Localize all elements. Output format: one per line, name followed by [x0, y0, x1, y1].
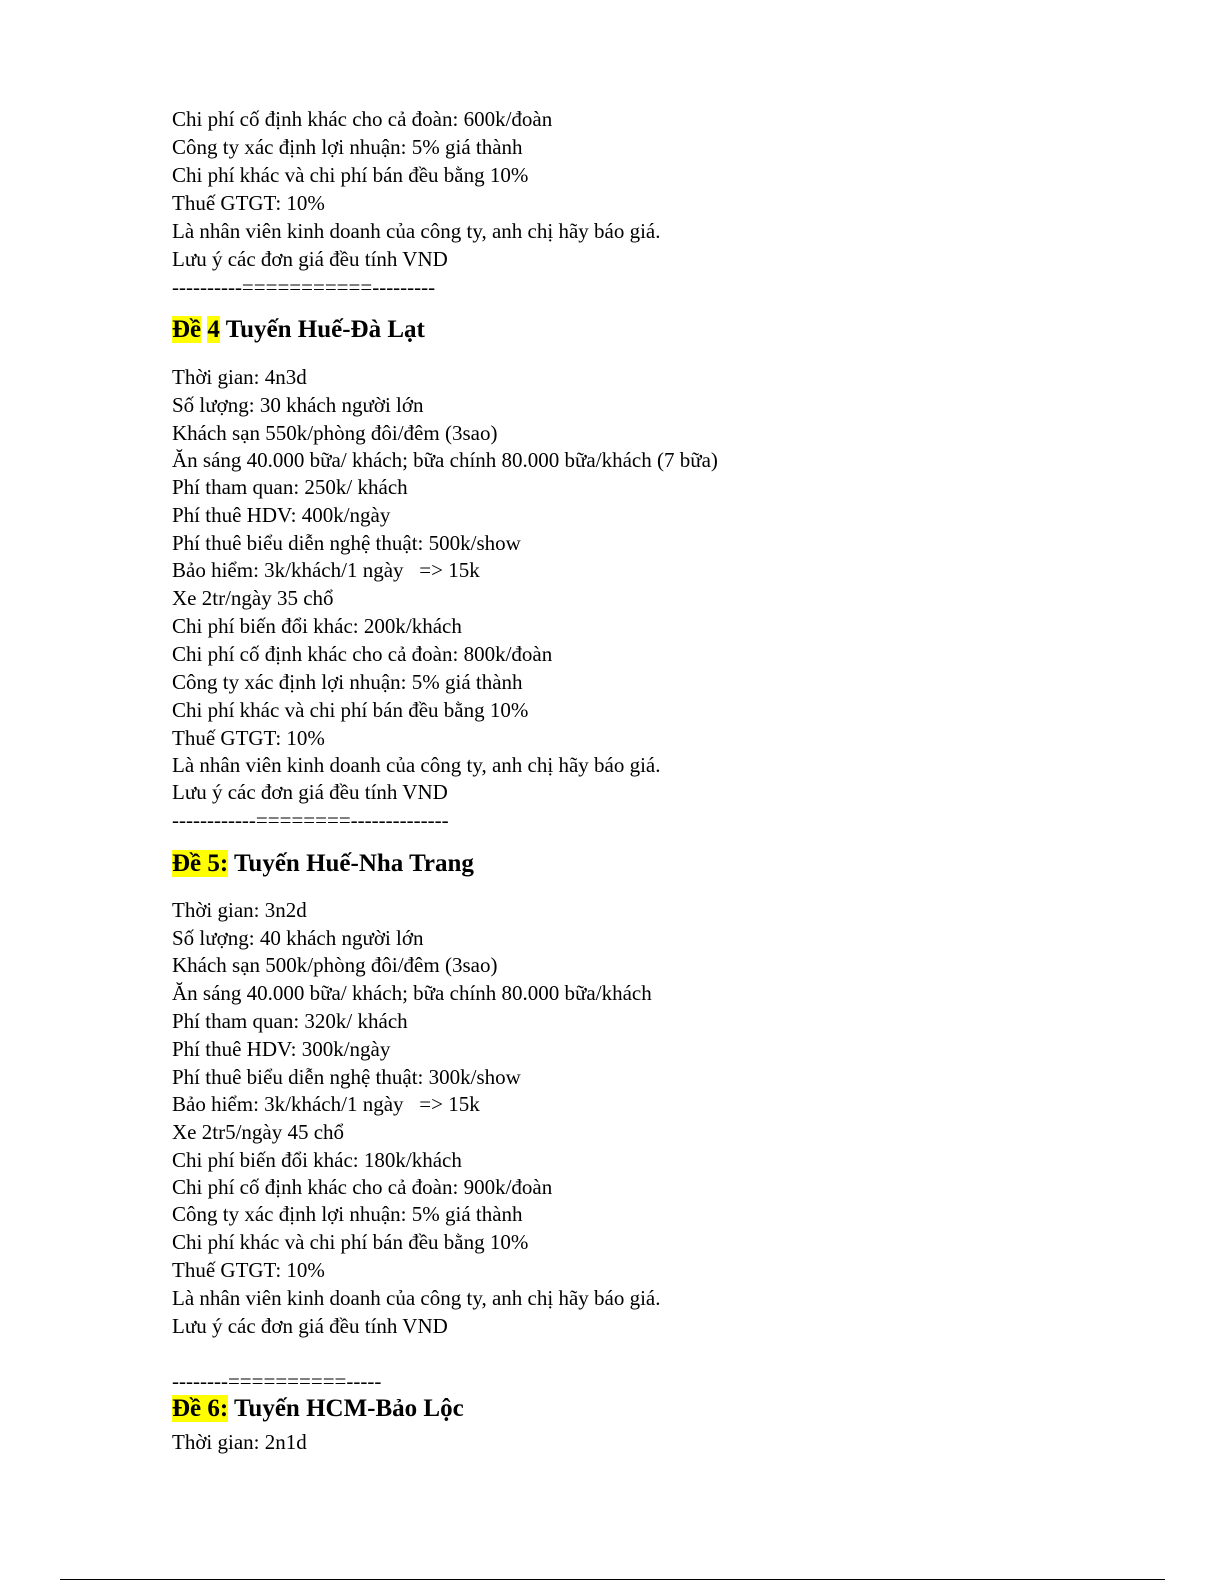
- de5-line: Khách sạn 500k/phòng đôi/đêm (3sao): [172, 953, 498, 977]
- de5-line: Chi phí cố định khác cho cả đoàn: 900k/đoàn: [172, 1175, 553, 1199]
- separator-line: ----------===========---------: [172, 275, 436, 299]
- de4-line: Thuế GTGT: 10%: [172, 726, 325, 750]
- de4-line: Thời gian: 4n3d: [172, 365, 307, 389]
- de5-line: Phí thuê biểu diễn nghệ thuật: 300k/show: [172, 1065, 521, 1089]
- de4-line: Phí tham quan: 250k/ khách: [172, 475, 408, 499]
- de5-label: Đề 5:: [172, 850, 229, 877]
- intro-line: Là nhân viên kinh doanh của công ty, anh chị hãy báo giá.: [172, 219, 661, 243]
- de4-line: Chi phí biến đổi khác: 200k/khách: [172, 614, 462, 638]
- page-bottom-rule: [60, 1579, 1165, 1580]
- de4-label-b: 4: [207, 316, 220, 343]
- de4-heading: [172, 314, 425, 346]
- de6-line: Thời gian: 2n1d: [172, 1430, 307, 1454]
- de6-label: Đề 6:: [172, 1395, 229, 1422]
- de5-line: Phí thuê HDV: 300k/ngày: [172, 1037, 391, 1061]
- de5-title: Tuyến Huế-Nha Trang: [234, 850, 474, 877]
- de5-line: Công ty xác định lợi nhuận: 5% giá thành: [172, 1202, 523, 1226]
- de5-line: Thời gian: 3n2d: [172, 898, 307, 922]
- intro-line: Thuế GTGT: 10%: [172, 191, 325, 215]
- de4-line: Bảo hiểm: 3k/khách/1 ngày => 15k: [172, 558, 480, 582]
- de5-heading: [172, 848, 474, 880]
- de4-line: Là nhân viên kinh doanh của công ty, anh chị hãy báo giá.: [172, 753, 661, 777]
- de5-line: Là nhân viên kinh doanh của công ty, anh chị hãy báo giá.: [172, 1286, 661, 1310]
- de4-line: Ăn sáng 40.000 bữa/ khách; bữa chính 80.000 bữa/khách (7 bữa): [172, 448, 718, 472]
- de4-line: Số lượng: 30 khách người lớn: [172, 393, 424, 417]
- de5-line: Chi phí biến đổi khác: 180k/khách: [172, 1148, 462, 1172]
- de5-line: Chi phí khác và chi phí bán đều bằng 10%: [172, 1230, 529, 1254]
- intro-line: Chi phí cố định khác cho cả đoàn: 600k/đoàn: [172, 107, 553, 131]
- de4-label-a: Đề: [172, 316, 202, 343]
- de5-line: Xe 2tr5/ngày 45 chổ: [172, 1120, 345, 1144]
- de4-line: Chi phí cố định khác cho cả đoàn: 800k/đoàn: [172, 642, 553, 666]
- de4-line: Chi phí khác và chi phí bán đều bằng 10%: [172, 698, 529, 722]
- de5-line: Phí tham quan: 320k/ khách: [172, 1009, 408, 1033]
- de4-title: Tuyến Huế-Đà Lạt: [225, 316, 425, 343]
- de5-line: Lưu ý các đơn giá đều tính VND: [172, 1314, 448, 1338]
- intro-line: Chi phí khác và chi phí bán đều bằng 10%: [172, 163, 529, 187]
- de6-title: Tuyến HCM-Bảo Lộc: [234, 1395, 464, 1422]
- de4-line: Lưu ý các đơn giá đều tính VND: [172, 780, 448, 804]
- de5-line: Ăn sáng 40.000 bữa/ khách; bữa chính 80.000 bữa/khách: [172, 981, 652, 1005]
- de4-line: Công ty xác định lợi nhuận: 5% giá thành: [172, 670, 523, 694]
- de4-line: Phí thuê HDV: 400k/ngày: [172, 503, 391, 527]
- de4-line: Khách sạn 550k/phòng đôi/đêm (3sao): [172, 421, 498, 445]
- de4-line: Phí thuê biểu diễn nghệ thuật: 500k/show: [172, 531, 521, 555]
- de5-line: Số lượng: 40 khách người lớn: [172, 926, 424, 950]
- de5-line: Thuế GTGT: 10%: [172, 1258, 325, 1282]
- de6-heading: [172, 1393, 464, 1425]
- de5-line: Bảo hiểm: 3k/khách/1 ngày => 15k: [172, 1092, 480, 1116]
- separator-line: ------------========--------------: [172, 808, 449, 832]
- intro-line: Công ty xác định lợi nhuận: 5% giá thành: [172, 135, 523, 159]
- intro-line: Lưu ý các đơn giá đều tính VND: [172, 247, 448, 271]
- separator-line: --------==========-----: [172, 1369, 382, 1393]
- de4-line: Xe 2tr/ngày 35 chổ: [172, 586, 334, 610]
